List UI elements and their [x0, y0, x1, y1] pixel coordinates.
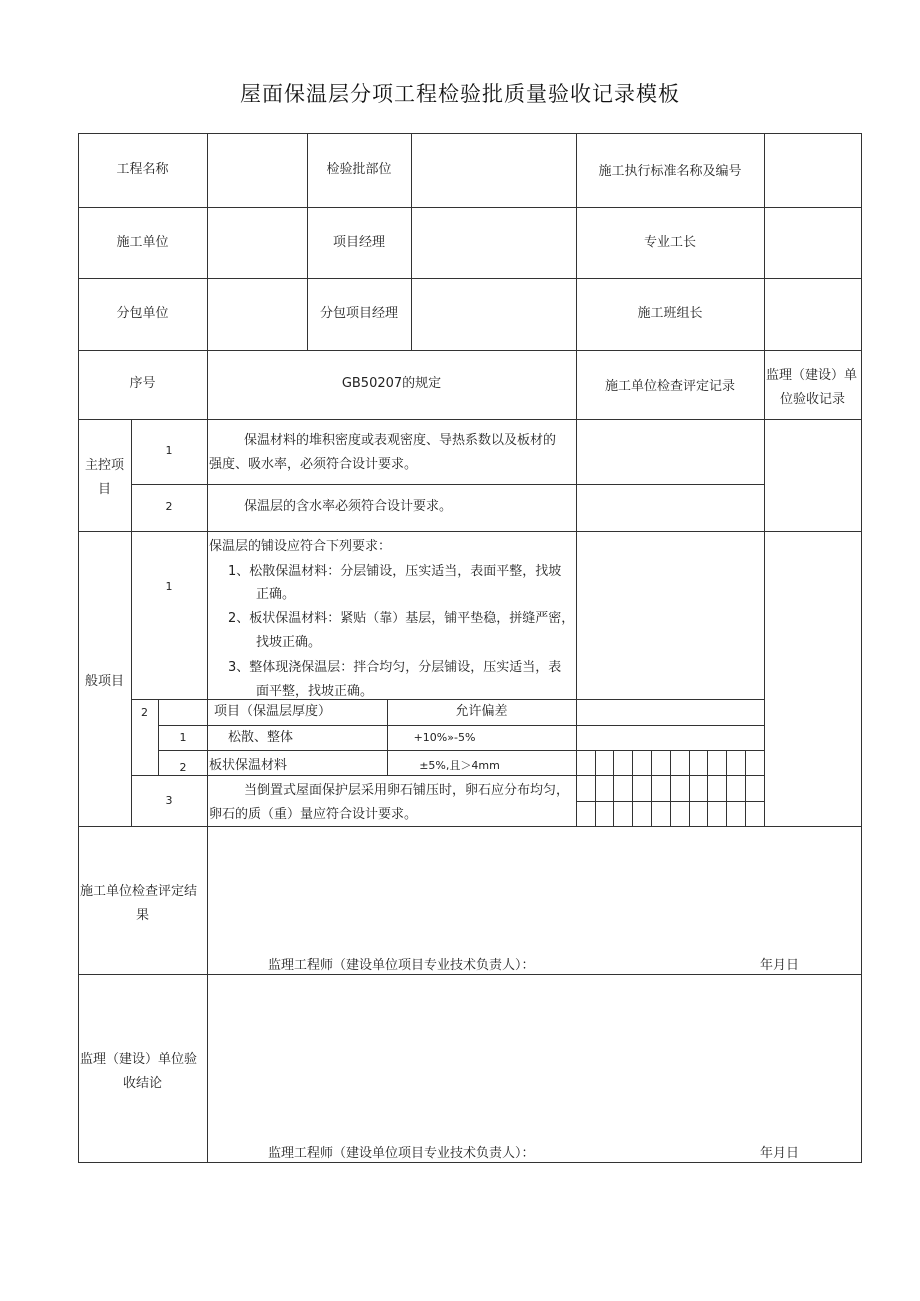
- table-rule: [78, 278, 862, 279]
- supervision-result-label-line2: 收结论: [122, 1076, 162, 1091]
- table-rule: [707, 750, 708, 826]
- general-item1-no: 1: [165, 580, 173, 593]
- col-supervision-check-line2: 位验收记录: [779, 392, 845, 407]
- table-rule: [632, 750, 633, 826]
- main-item2-text: 保温层的含水率必须符合设计要求。: [244, 499, 453, 514]
- table-rule: [131, 484, 764, 485]
- general-item1-line: 2、板状保温材料：紧贴（靠）基层，铺平垫稳，拼缝严密，: [228, 611, 575, 626]
- sub-header-tolerance: 允许偏差: [455, 704, 508, 719]
- table-rule: [745, 750, 746, 826]
- col-construction-check: 施工单位检查评定记录: [604, 379, 735, 394]
- table-rule: [131, 419, 132, 826]
- label-project-name: 工程名称: [116, 162, 169, 177]
- sub2-tolerance: ±5%,且＞4mm: [419, 759, 500, 772]
- label-team-leader: 施工班组长: [637, 306, 703, 321]
- construction-result-label-line1: 施工单位检查评定结: [80, 884, 198, 899]
- main-item2-no: 2: [165, 500, 173, 513]
- general-item1-line: 保温层的铺设应符合下列要求：: [209, 539, 392, 554]
- label-standard-name: 施工执行标准名称及编号: [598, 164, 742, 179]
- sub2-item: 板状保温材料: [209, 758, 288, 773]
- table-rule: [861, 133, 862, 1162]
- main-item1-text-line1: 保温材料的堆积密度或表观密度、导热系数以及板材的: [244, 433, 557, 448]
- general-item3-no: 3: [165, 794, 173, 807]
- label-project-manager: 项目经理: [332, 235, 385, 250]
- table-rule: [689, 750, 690, 826]
- general-item1-line: 3、整体现浇保温层：拌合均匀，分层铺设，压实适当，表: [228, 660, 562, 675]
- table-rule: [651, 750, 652, 826]
- construction-date: 年月日: [760, 958, 800, 973]
- sub1-tolerance: +10%»-5%: [413, 731, 476, 744]
- general-item2-no: 2: [141, 706, 148, 719]
- table-rule: [78, 531, 862, 532]
- table-rule: [78, 826, 862, 827]
- table-rule: [78, 419, 862, 420]
- table-rule: [411, 133, 412, 350]
- table-rule: [670, 750, 671, 826]
- supervision-signer: 监理工程师（建设单位项目专业技术负责人）：: [268, 1146, 535, 1161]
- sub1-no: 1: [179, 731, 187, 744]
- general-item1-line: 正确。: [256, 587, 296, 602]
- table-rule: [78, 207, 862, 208]
- table-rule: [613, 750, 614, 826]
- general-item1-line: 找坡正确。: [256, 635, 322, 650]
- general-label: 般项目: [84, 674, 124, 689]
- table-rule: [78, 133, 79, 1162]
- general-item1-line: 面平整，找坡正确。: [256, 684, 374, 699]
- supervision-result-label-line1: 监理（建设）单位验: [80, 1052, 198, 1067]
- label-subcontract-manager: 分包项目经理: [319, 306, 398, 321]
- table-rule: [78, 133, 862, 134]
- main-item1-no: 1: [165, 444, 173, 457]
- label-batch-location: 检验批部位: [326, 162, 392, 177]
- table-rule: [158, 750, 764, 751]
- sub2-no: 2: [179, 761, 187, 774]
- col-spec: GB50207的规定: [341, 376, 442, 391]
- general-item1-line: 1、松散保温材料：分层铺设，压实适当，表面平整，找坡: [228, 564, 562, 579]
- construction-result-label-line2: 果: [135, 908, 149, 923]
- table-rule: [726, 750, 727, 826]
- general-item3-text-line1: 当倒置式屋面保护层采用卵石铺压时，卵石应分布均匀，: [244, 783, 570, 798]
- main-control-label-line2: 目: [97, 482, 111, 497]
- label-foreman: 专业工长: [643, 235, 696, 250]
- col-seq: 序号: [129, 376, 156, 391]
- general-item3-text-line2: 卵石的质（重）量应符合设计要求。: [209, 807, 418, 822]
- main-control-label-line1: 主控项: [84, 458, 124, 473]
- sub1-item: 松散、整体: [228, 730, 294, 745]
- supervision-date: 年月日: [760, 1146, 800, 1161]
- label-subcontract-unit: 分包单位: [116, 306, 169, 321]
- col-supervision-check-line1: 监理（建设）单: [766, 368, 858, 383]
- sub-header-item: 项目（保温层厚度）: [213, 704, 331, 719]
- table-rule: [78, 350, 862, 351]
- table-rule: [595, 750, 596, 826]
- label-construction-unit: 施工单位: [116, 235, 169, 250]
- main-item1-text-line2: 强度、吸水率，必须符合设计要求。: [209, 457, 418, 472]
- construction-signer: 监理工程师（建设单位项目专业技术负责人）：: [268, 958, 535, 973]
- table-rule: [207, 133, 208, 1162]
- document-title: 屋面保温层分项工程检验批质量验收记录模板: [240, 82, 680, 106]
- table-rule: [764, 133, 765, 826]
